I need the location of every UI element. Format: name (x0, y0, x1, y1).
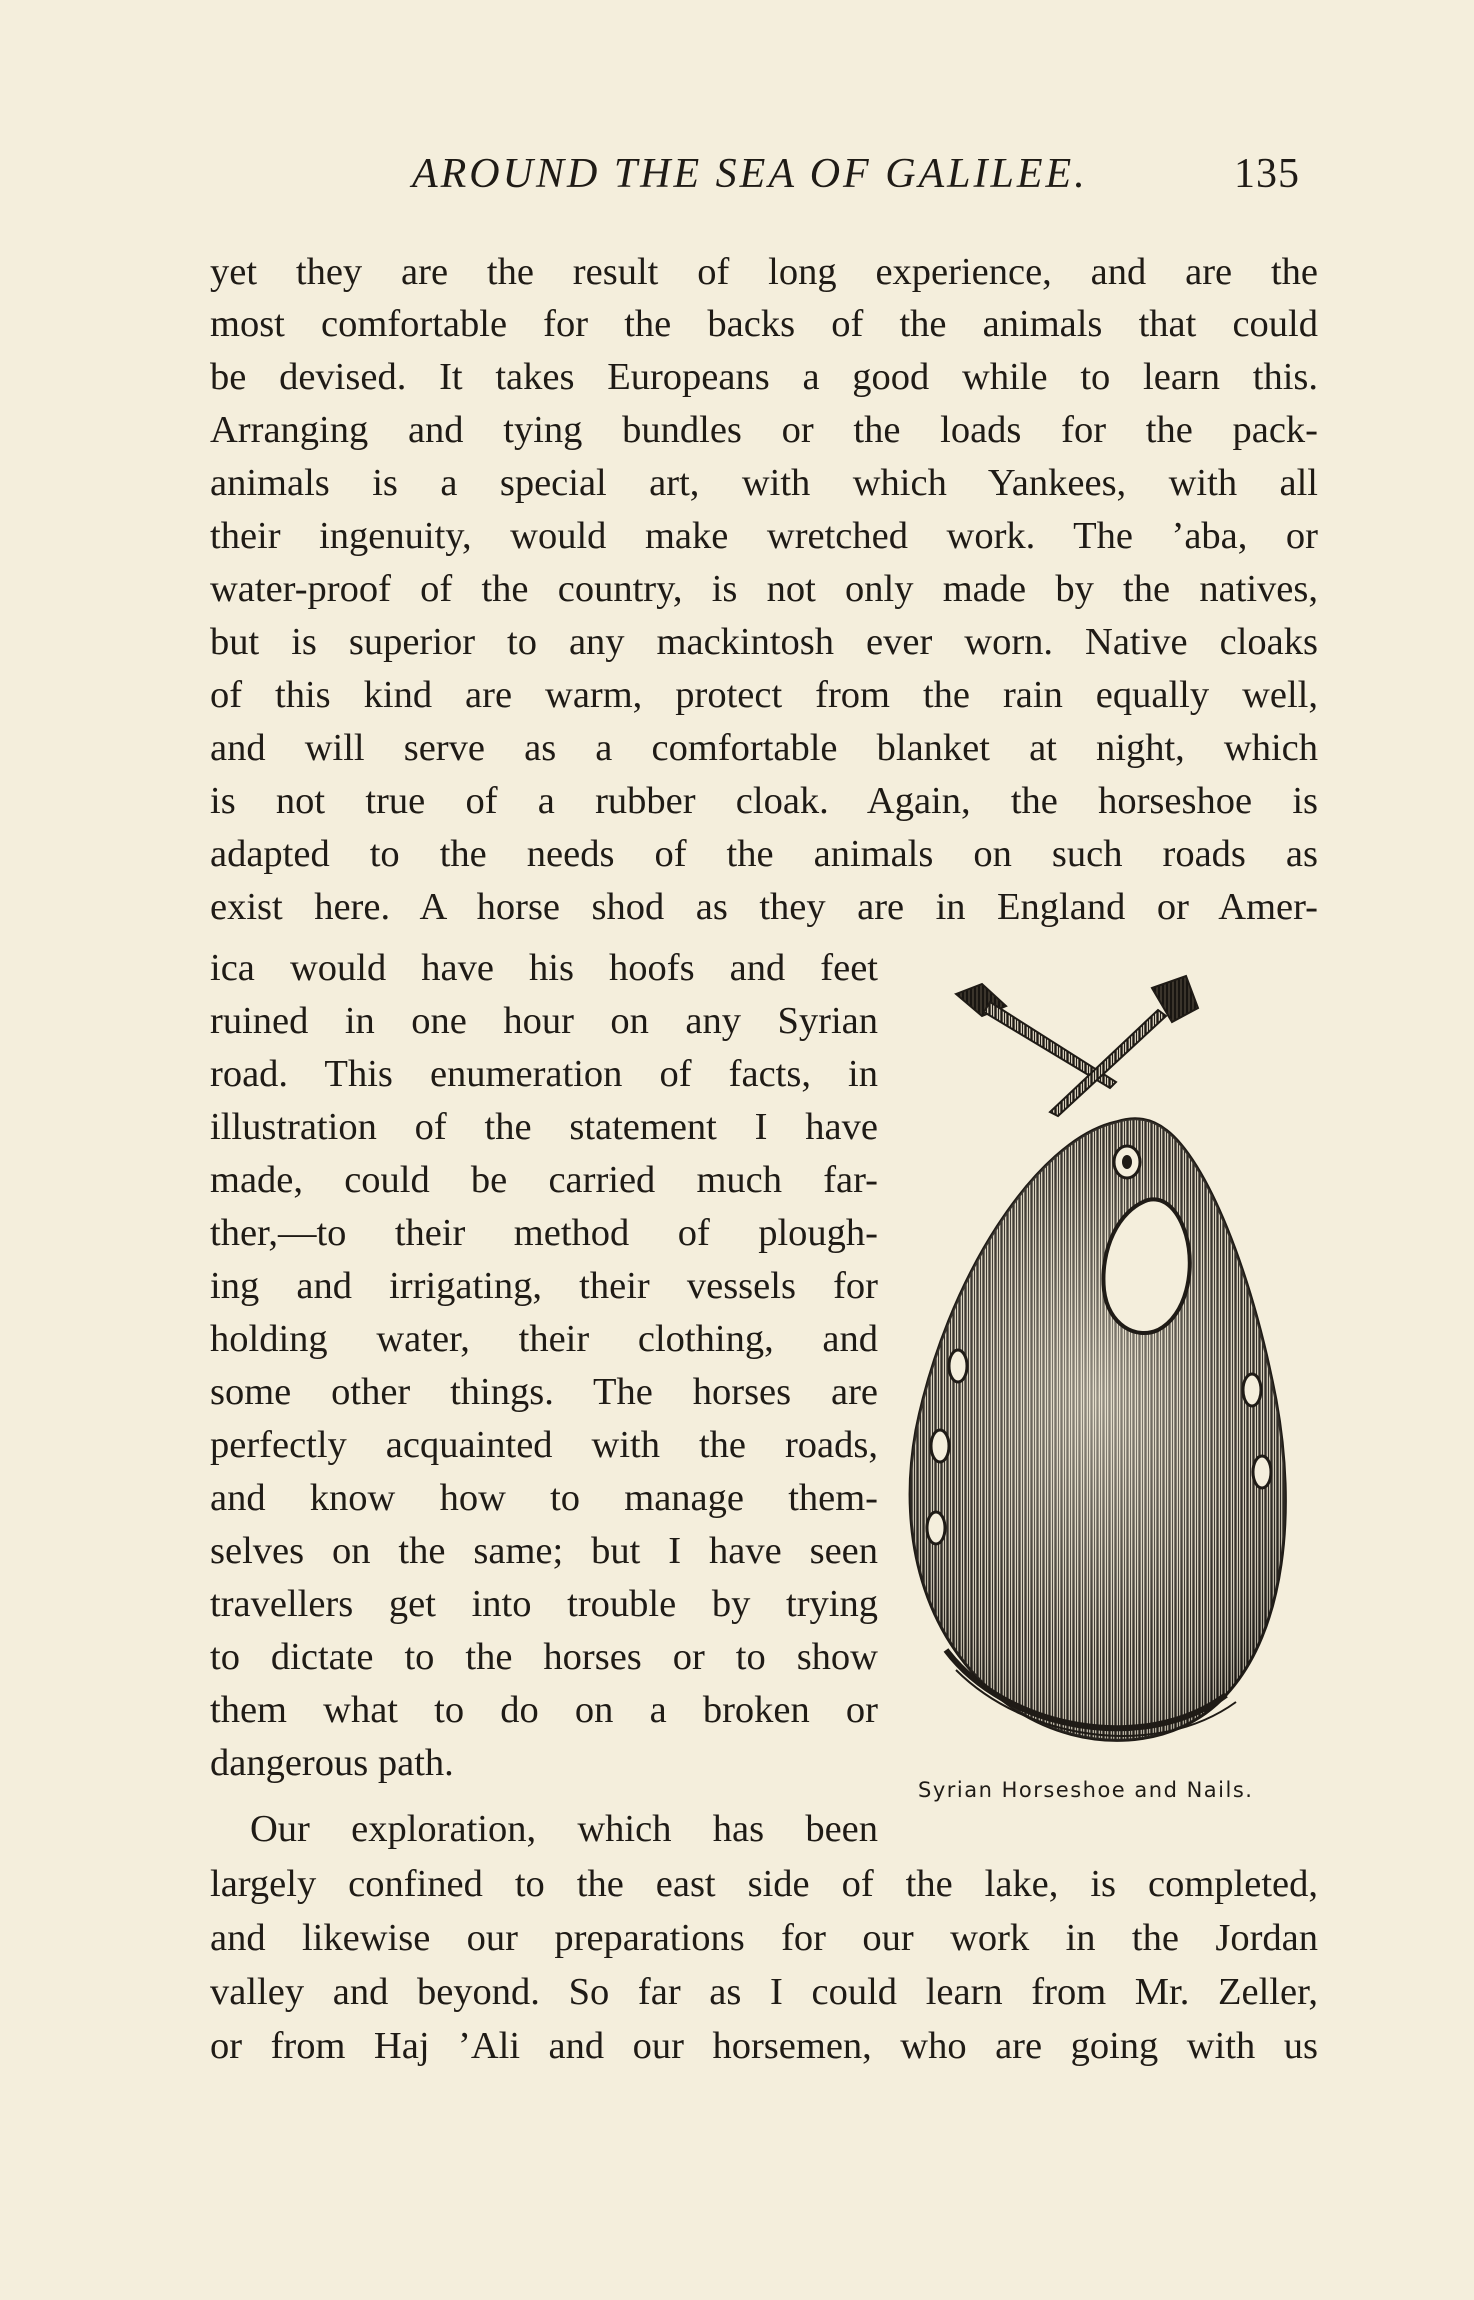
text-line: selves on the same; but I have seen (210, 1530, 878, 1572)
text-line: Arranging and tying bundles or the loads for the pack- (210, 409, 1318, 451)
text-line: dangerous path. (210, 1742, 454, 1784)
text-line: made, could be carried much far- (210, 1159, 878, 1201)
text-line: animals is a special art, with which Yankees, with all (210, 462, 1318, 504)
text-line: exist here. A horse shod as they are in England or Amer- (210, 886, 1318, 928)
text-line: them what to do on a broken or (210, 1689, 878, 1731)
text-line: and know how to manage them- (210, 1477, 878, 1519)
page-number: 135 (1234, 151, 1300, 197)
text-line: ing and irrigating, their vessels for (210, 1265, 878, 1307)
text-line: largely confined to the east side of the lake, is completed, (210, 1863, 1318, 1905)
text-line: yet they are the result of long experience, and are the (210, 251, 1318, 293)
text-line: road. This enumeration of facts, in (210, 1053, 878, 1095)
text-line: adapted to the needs of the animals on such roads as (210, 833, 1318, 875)
text-line: ther,—to their method of plough- (210, 1212, 878, 1254)
horseshoe-and-nails-icon (886, 950, 1306, 1820)
running-head: AROUND THE SEA OF GALILEE. (412, 151, 1088, 197)
text-line: is not true of a rubber cloak. Again, the horseshoe is (210, 780, 1318, 822)
text-line: travellers get into trouble by trying (210, 1583, 878, 1625)
nails-icon (956, 976, 1198, 1116)
text-line: ica would have his hoofs and feet (210, 947, 878, 989)
horseshoe-figure (886, 950, 1306, 1820)
text-line: or from Haj ’Ali and our horsemen, who are going with us (210, 2025, 1318, 2067)
text-line: their ingenuity, would make wretched work. The ’aba, or (210, 515, 1318, 557)
text-line: and will serve as a comfortable blanket at night, which (210, 727, 1318, 769)
text-line: valley and beyond. So far as I could learn from Mr. Zeller, (210, 1971, 1318, 2013)
text-line: and likewise our preparations for our work in the Jordan (210, 1917, 1318, 1959)
text-line: most comfortable for the backs of the animals that could (210, 303, 1318, 345)
text-line: of this kind are warm, protect from the rain equally well, (210, 674, 1318, 716)
text-line: water-proof of the country, is not only made by the natives, (210, 568, 1318, 610)
figure-caption: Syrian Horseshoe and Nails. (918, 1778, 1254, 1802)
text-line: but is superior to any mackintosh ever worn. Native cloaks (210, 621, 1318, 663)
text-line: perfectly acquainted with the roads, (210, 1424, 878, 1466)
page-header (0, 0, 1474, 220)
text-line: Our exploration, which has been (250, 1808, 878, 1850)
text-line: be devised. It takes Europeans a good while to learn this. (210, 356, 1318, 398)
horseshoe-icon (910, 1119, 1285, 1741)
text-line: illustration of the statement I have (210, 1106, 878, 1148)
text-line: ruined in one hour on any Syrian (210, 1000, 878, 1042)
text-line: to dictate to the horses or to show (210, 1636, 878, 1678)
text-line: holding water, their clothing, and (210, 1318, 878, 1360)
text-line: some other things. The horses are (210, 1371, 878, 1413)
